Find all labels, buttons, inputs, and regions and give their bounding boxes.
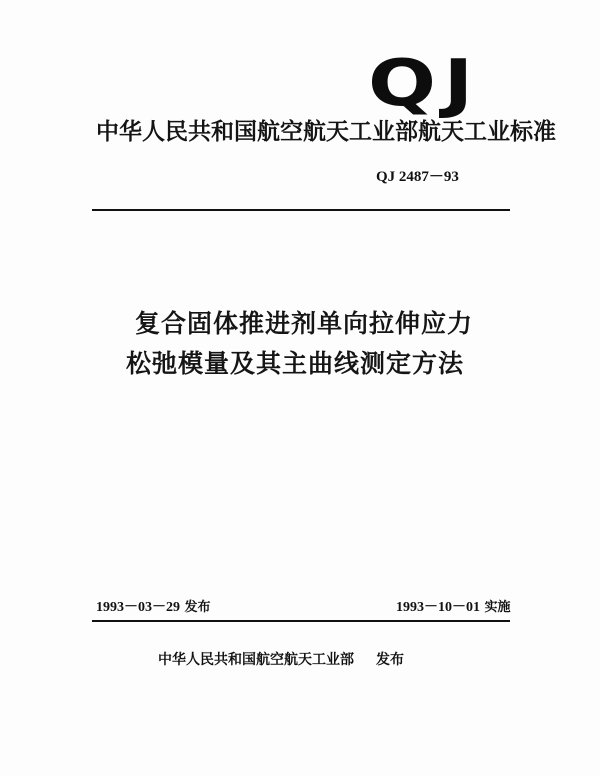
standard-code: QJ 2487－93 [376,169,459,185]
issue-label: 发布 [184,600,211,615]
publisher-action: 发布 [376,652,404,668]
top-divider [92,209,510,211]
publisher-name: 中华人民共和国航空航天工业部 [158,652,354,668]
issue-date-block [96,600,211,616]
document-title [0,304,600,384]
bottom-divider [92,620,510,622]
issue-date: 1993－03－29 [96,600,180,615]
publisher-line [158,651,404,669]
standard-category-title: 中华人民共和国航空航天工业部航天工业标准 [96,119,556,145]
implementation-date: 1993－10－01 [396,600,480,615]
implementation-date-block [396,600,511,616]
implementation-label: 实施 [484,600,511,615]
qj-logo: QJ [368,47,481,121]
document-title-line-1: 复合固体推进剂单向拉伸应力 [134,309,473,338]
document-title-line-2: 松弛模量及其主曲线测定方法 [125,349,464,378]
